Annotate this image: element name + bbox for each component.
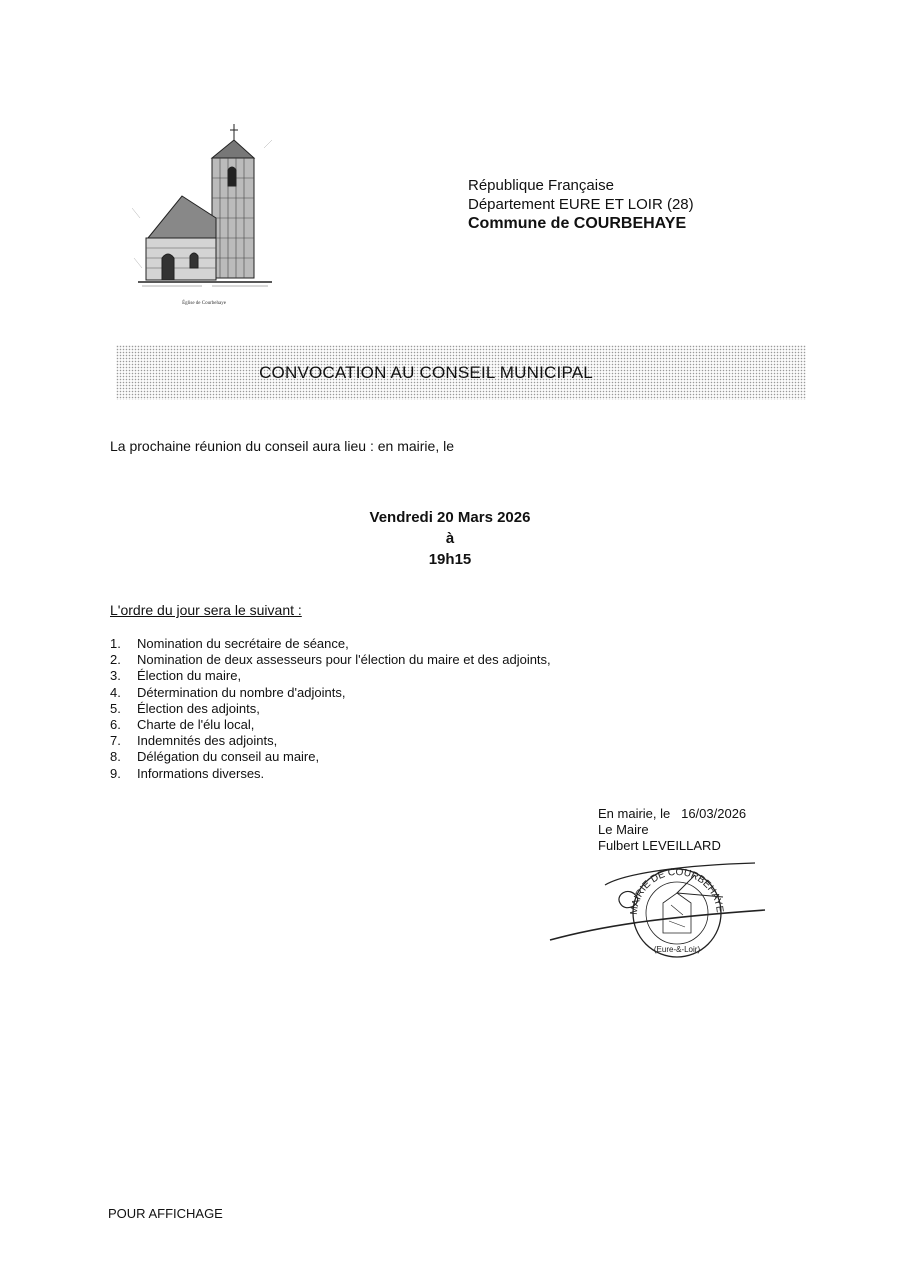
header-department: Département EURE ET LOIR (28) <box>468 196 694 213</box>
list-item: 4. Détermination du nombre d'adjoints, <box>110 684 346 700</box>
list-item: 9. Informations diverses. <box>110 765 265 781</box>
document-title: CONVOCATION AU CONSEIL MUNICIPAL <box>259 363 593 382</box>
list-item: 6. Charte de l'élu local, <box>110 716 255 732</box>
title-banner <box>116 345 806 400</box>
svg-text:MAIRIE DE COURBEHAYE <box>629 867 725 915</box>
agenda-title: L'ordre du jour sera le suivant : <box>110 602 302 618</box>
header-commune: Commune de COURBEHAYE <box>468 215 687 232</box>
agenda-list <box>110 636 551 782</box>
signature-title: Le Maire <box>598 822 649 837</box>
list-item: 2. Nomination de deux assesseurs pour l'élection du maire et des adjoints, <box>110 652 551 668</box>
list-item: 8. Délégation du conseil au maire, <box>110 749 320 765</box>
intro-text: La prochaine réunion du conseil aura lieu : en mairie, le <box>110 438 454 454</box>
list-item: 5. Élection des adjoints, <box>110 700 260 716</box>
header-republic: République Française <box>468 177 614 194</box>
stamp-bottom-text: (Eure-&-Loir) <box>653 945 701 954</box>
list-item: 7. Indemnités des adjoints, <box>110 733 278 749</box>
church-illustration <box>132 118 282 318</box>
footer-label: POUR AFFICHAGE <box>108 1206 223 1221</box>
stamp-ring-text: MAIRIE DE COURBEHAYE <box>628 866 726 916</box>
meeting-date: Vendredi 20 Mars 2026 <box>369 509 531 526</box>
signature-place-date: En mairie, le 16/03/2026 <box>598 806 747 821</box>
mayor-stamp-signature <box>545 855 775 970</box>
list-item: 3. Élection du maire, <box>110 668 242 684</box>
meeting-time: 19h15 <box>428 551 472 568</box>
signature-name: Fulbert LEVEILLARD <box>598 838 721 853</box>
list-item: 1. Nomination du secrétaire de séance, <box>110 636 349 651</box>
meeting-connector: à <box>445 530 455 547</box>
church-caption: Église de Courbehaye <box>182 301 226 306</box>
